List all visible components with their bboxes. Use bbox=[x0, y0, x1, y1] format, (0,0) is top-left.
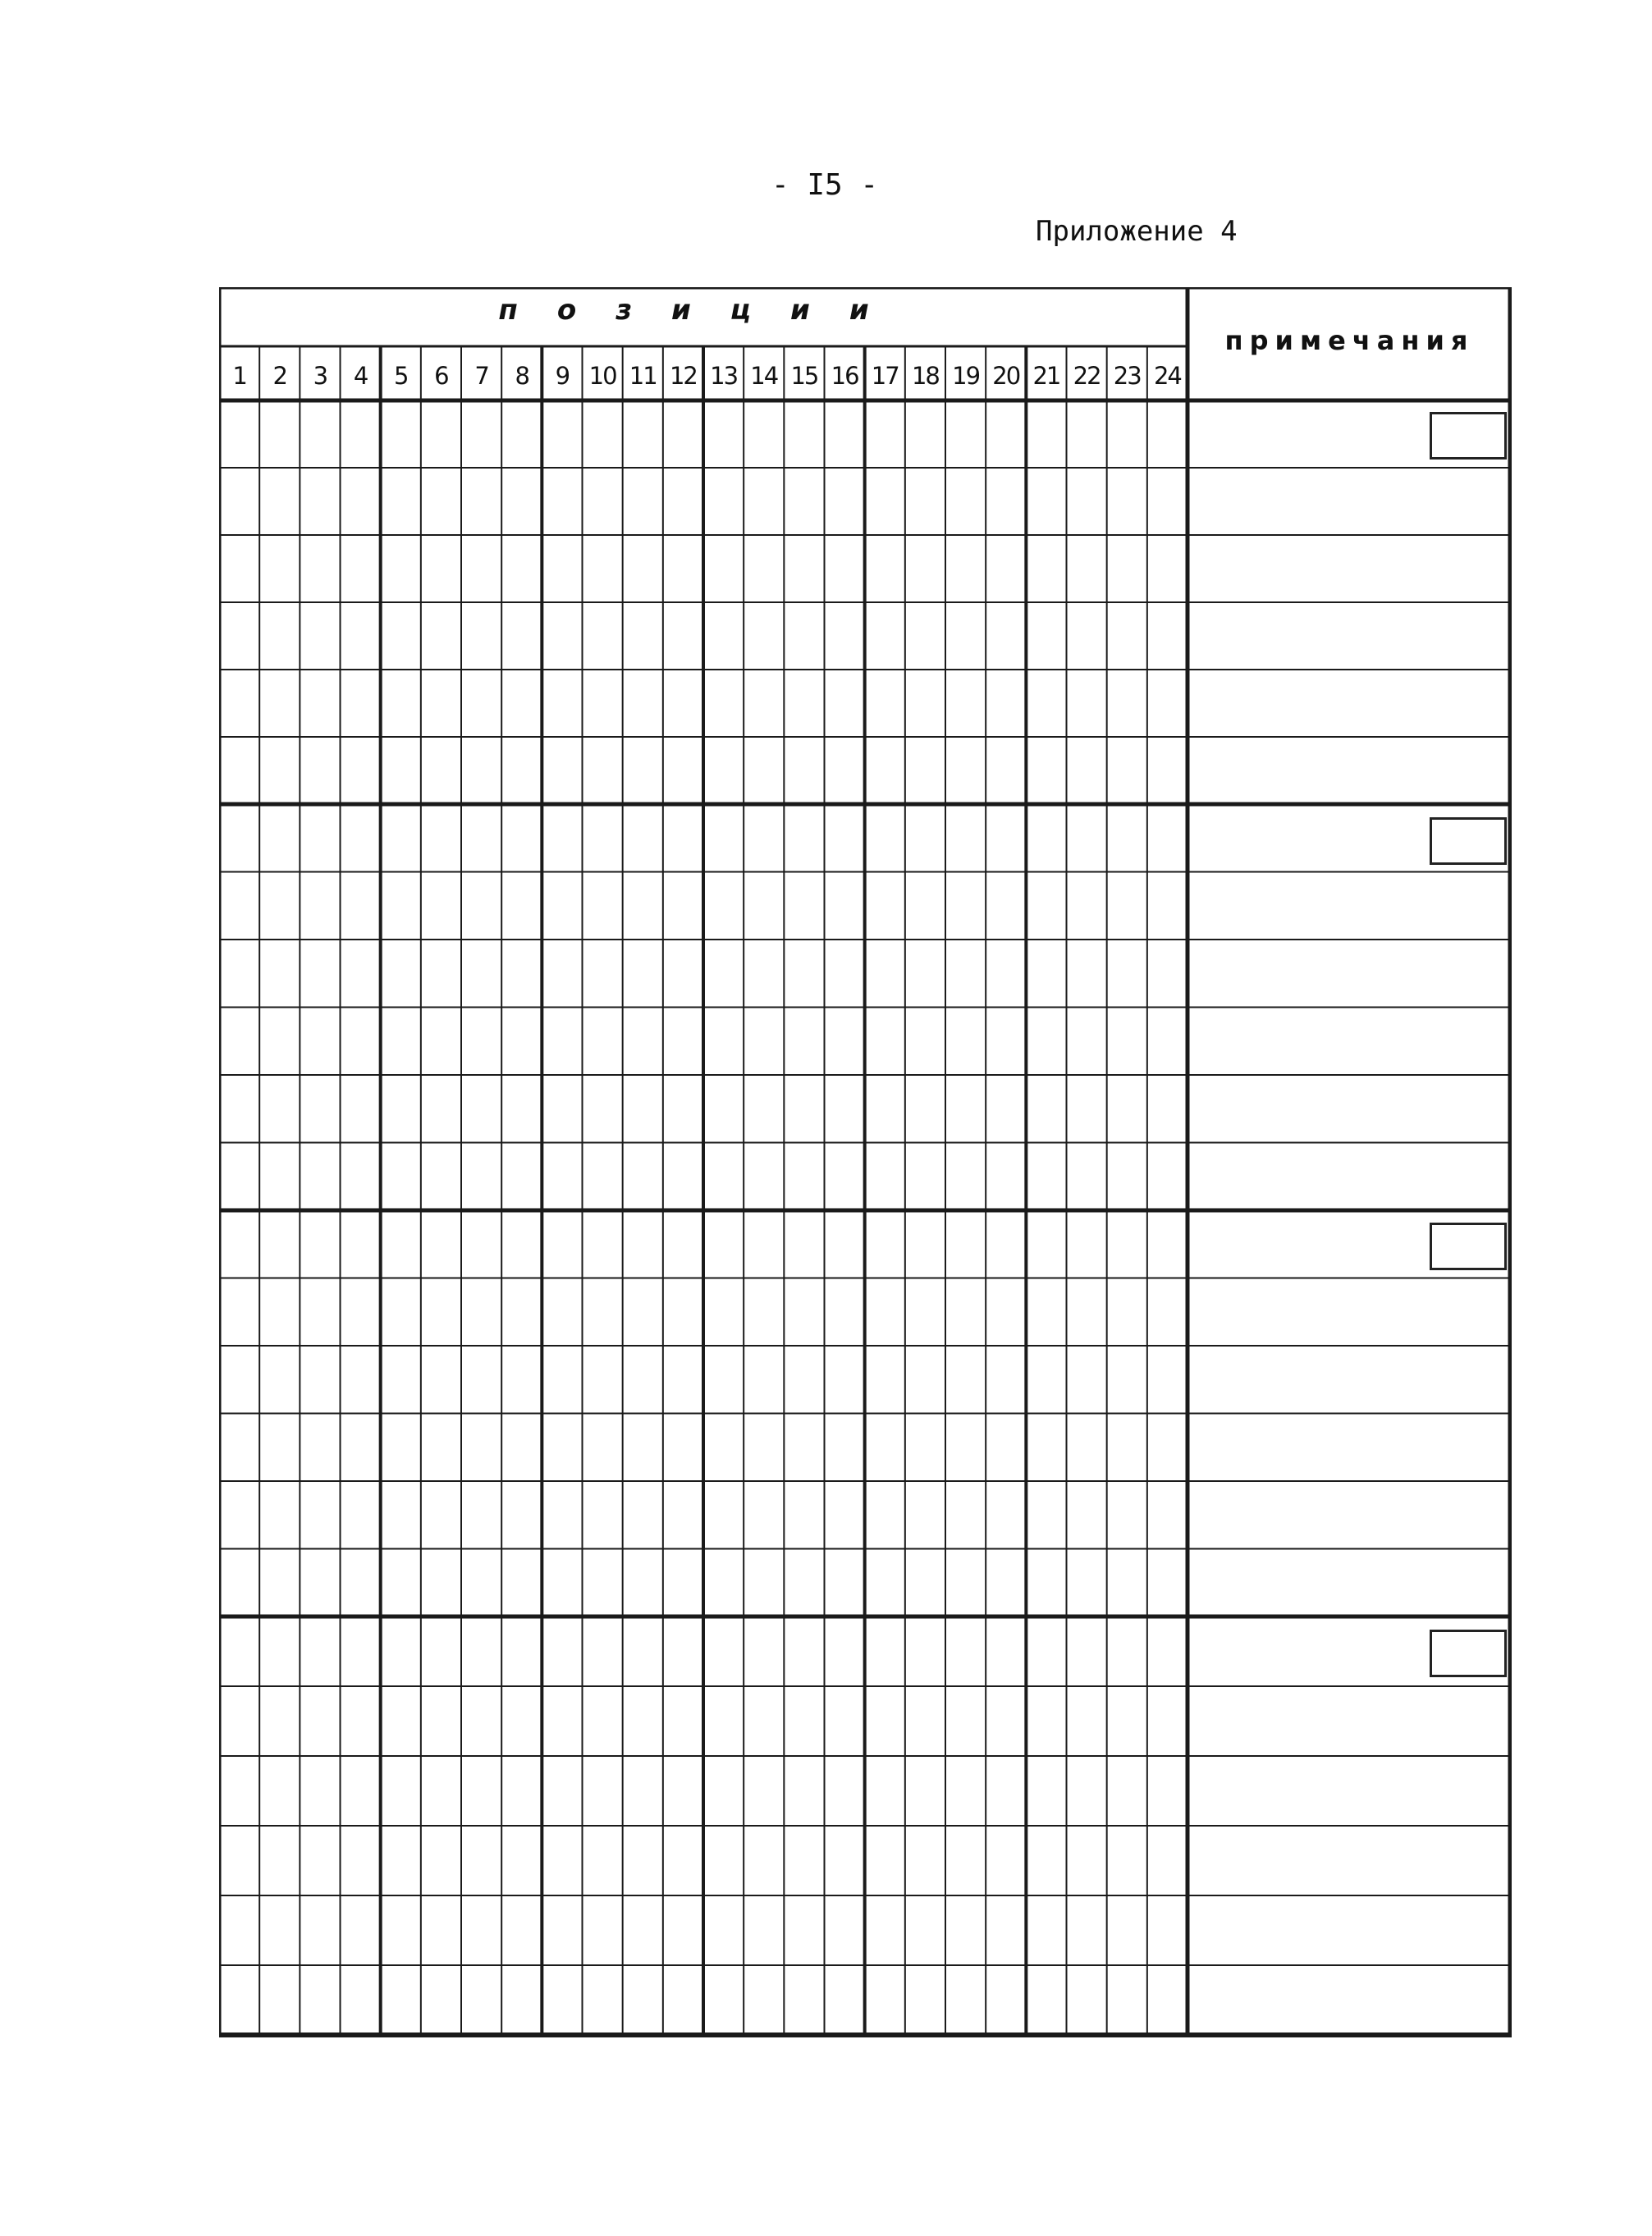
column-number: 8 bbox=[515, 362, 529, 390]
column-number: 11 bbox=[629, 362, 657, 390]
column-number: 16 bbox=[831, 362, 858, 390]
column-number: 17 bbox=[871, 362, 899, 390]
form-grid-lines bbox=[219, 287, 1512, 2050]
column-number: 22 bbox=[1073, 362, 1101, 390]
page-number: - I5 - bbox=[771, 168, 879, 202]
column-number: 1 bbox=[232, 362, 246, 390]
column-number: 9 bbox=[555, 362, 570, 390]
column-number: 7 bbox=[474, 362, 488, 390]
column-number: 2 bbox=[272, 362, 286, 390]
column-number: 21 bbox=[1032, 362, 1060, 390]
column-number: 3 bbox=[313, 362, 327, 390]
positions-header: позиции bbox=[498, 294, 908, 327]
column-number: 5 bbox=[394, 362, 408, 390]
column-number: 4 bbox=[353, 362, 368, 390]
column-number: 13 bbox=[710, 362, 738, 390]
column-number: 6 bbox=[434, 362, 448, 390]
column-number: 24 bbox=[1153, 362, 1181, 390]
notes-header: примечания bbox=[1224, 325, 1475, 356]
column-number: 23 bbox=[1113, 362, 1141, 390]
notes-marker-box bbox=[1430, 1630, 1507, 1677]
column-number: 10 bbox=[588, 362, 616, 390]
column-number: 19 bbox=[952, 362, 980, 390]
column-number: 14 bbox=[750, 362, 778, 390]
column-number: 18 bbox=[911, 362, 939, 390]
notes-marker-box bbox=[1430, 412, 1507, 460]
column-number: 12 bbox=[669, 362, 697, 390]
column-number: 15 bbox=[790, 362, 818, 390]
appendix-label: Приложение 4 bbox=[1036, 215, 1238, 248]
notes-marker-box bbox=[1430, 1223, 1507, 1270]
column-number: 20 bbox=[992, 362, 1020, 390]
notes-marker-box bbox=[1430, 817, 1507, 865]
positions-form bbox=[219, 287, 1512, 2050]
